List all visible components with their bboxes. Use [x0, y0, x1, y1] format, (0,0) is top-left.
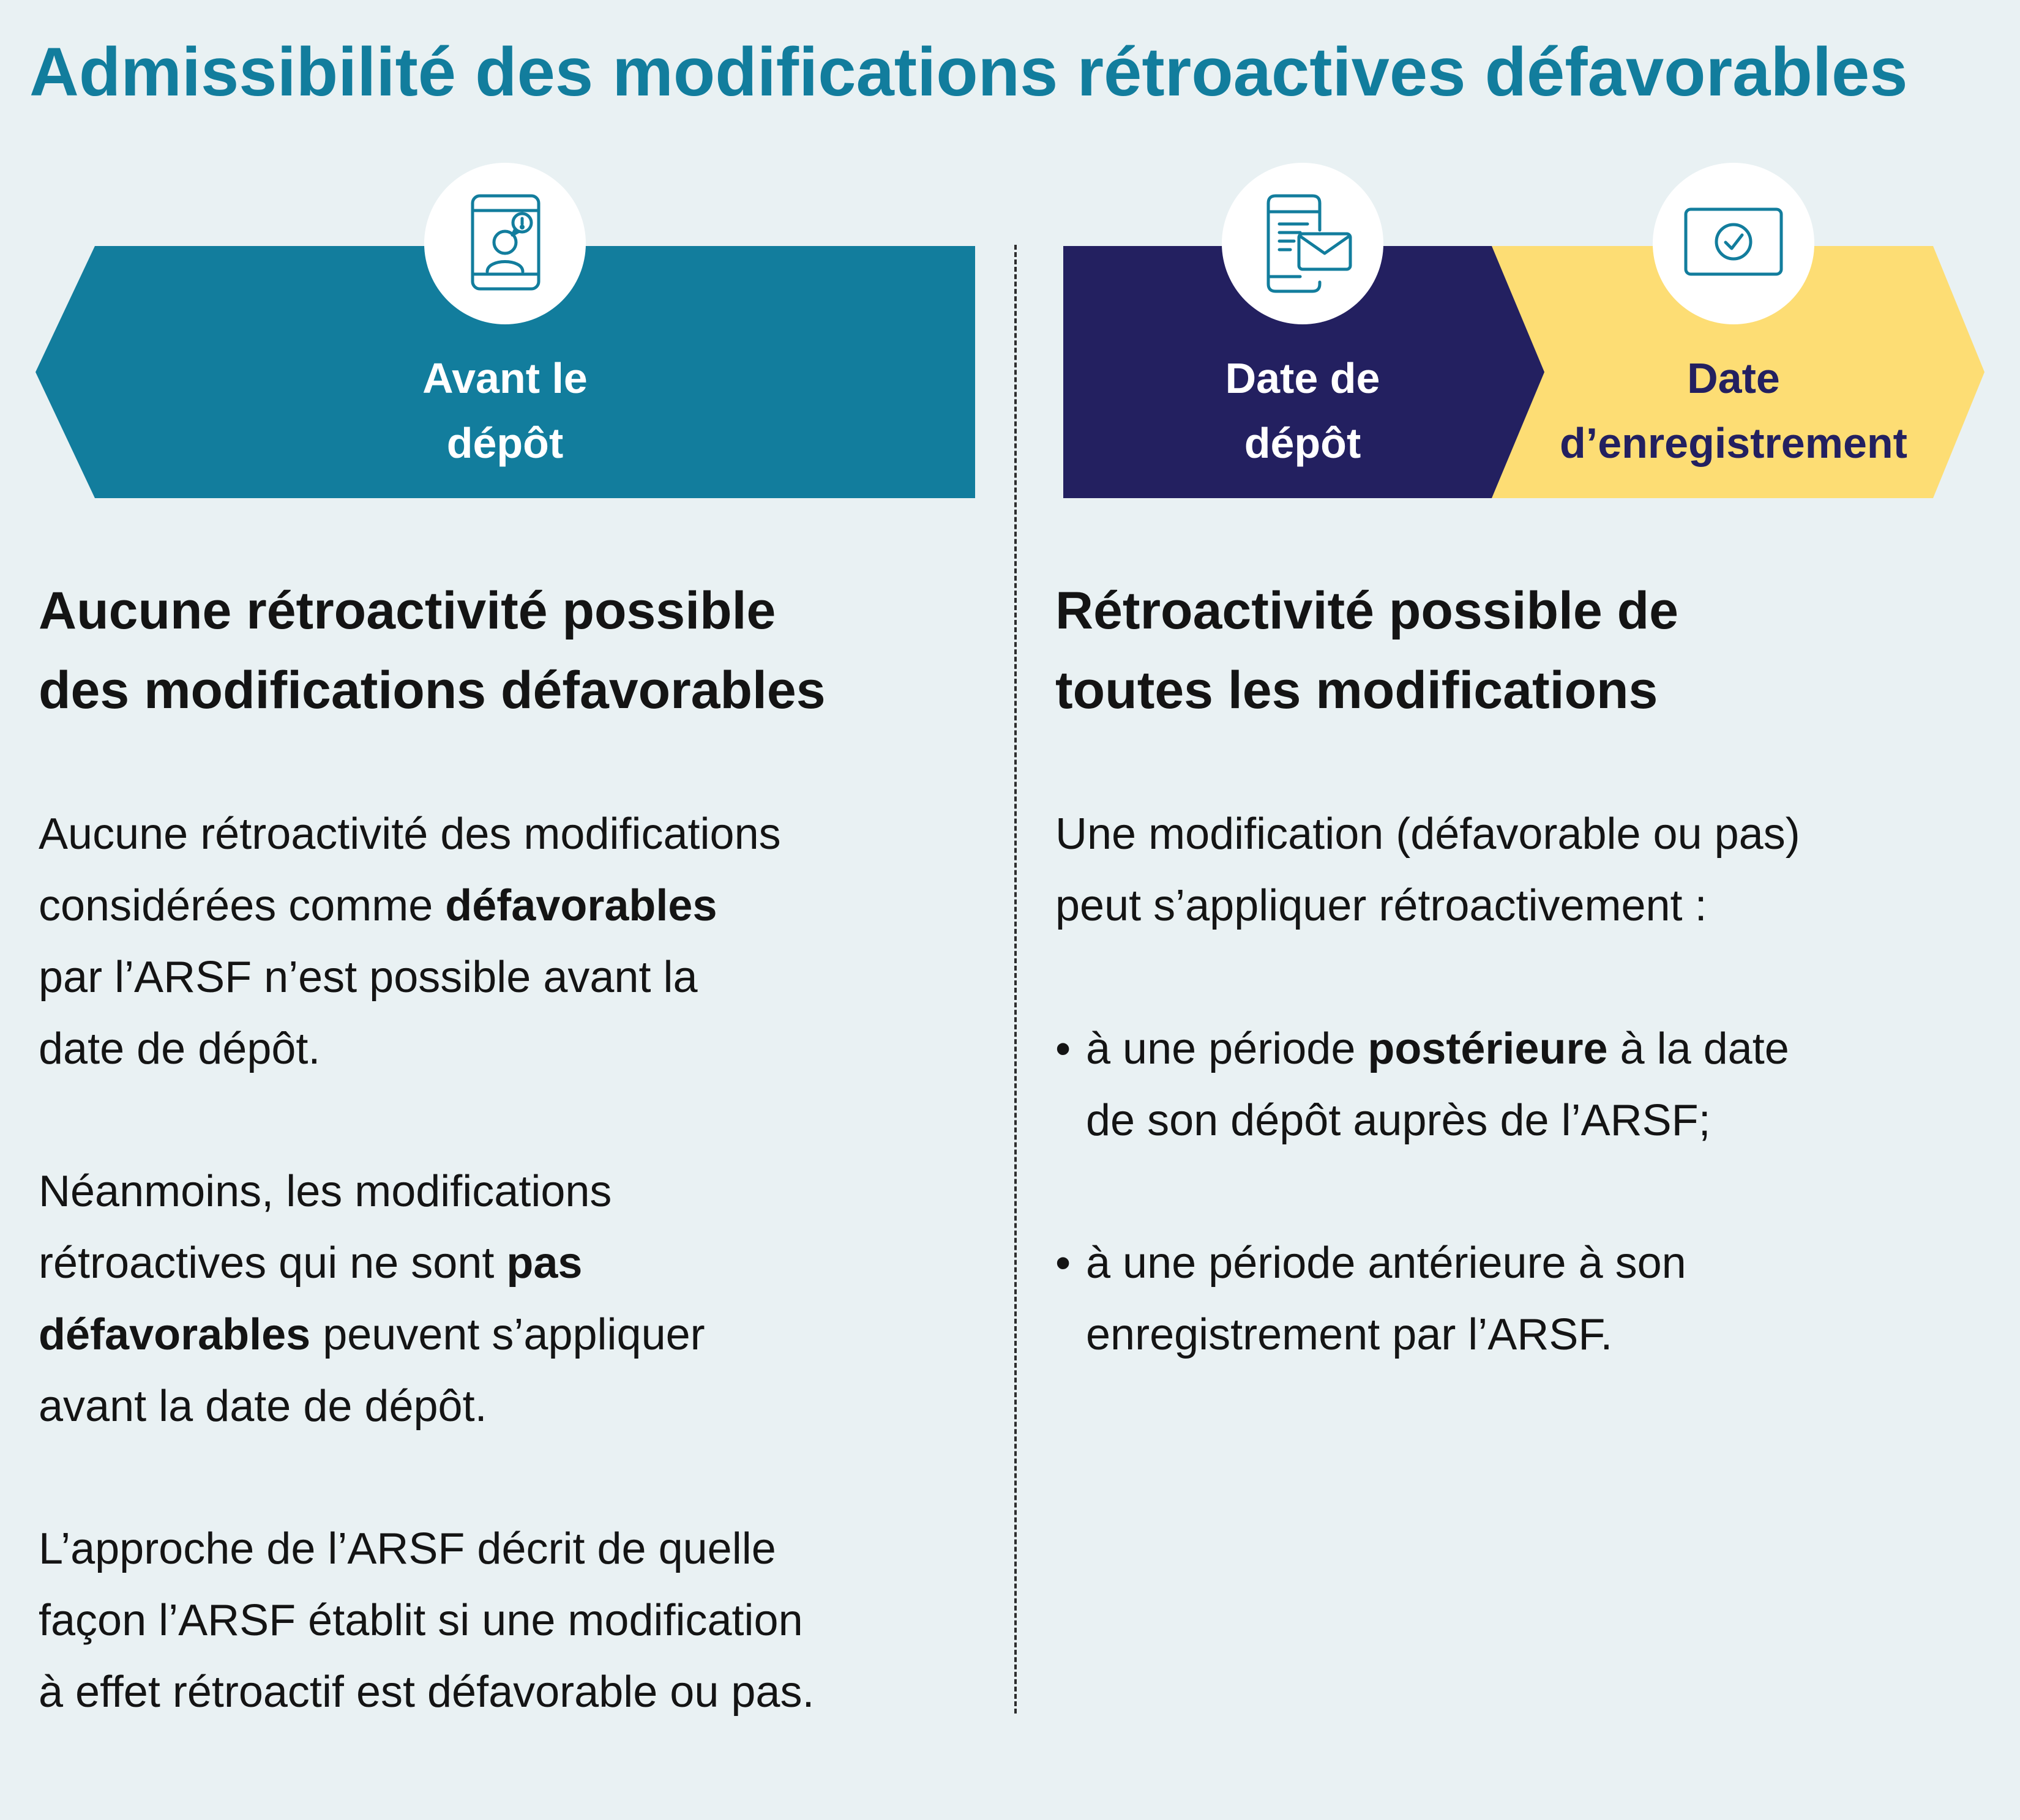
right-heading: Rétroactivité possible de toutes les modifications [1055, 581, 1678, 720]
mobile-chat-person-icon [424, 163, 586, 324]
page-title: Admissibilité des modifications rétroactives défavorables [29, 34, 1908, 110]
bullet-dot: • [1055, 1024, 1071, 1073]
left-paragraph-2: Néanmoins, les modifications rétroactives qui ne sont pas défavorables peuvent s’appliquer avant la date de dépôt. [39, 1167, 705, 1431]
left-paragraph-1: Aucune rétroactivité des modifications considérées comme défavorables par l’ARSF n’est possible avant la date de dépôt. [39, 810, 781, 1073]
document-mail-icon [1222, 163, 1383, 324]
check-card-icon [1653, 163, 1814, 324]
filing-date-label: Date de dépôt [1225, 354, 1380, 467]
right-intro: Une modification (défavorable ou pas) peut s’appliquer rétroactivement : [1055, 810, 1800, 930]
before-filing-label: Avant le dépôt [422, 354, 588, 467]
registration-date-label: Date d’enregistrement [1560, 354, 1907, 467]
column-divider [1014, 245, 1017, 1714]
left-heading: Aucune rétroactivité possible des modifications défavorables [39, 581, 826, 720]
left-paragraph-3: L’approche de l’ARSF décrit de quelle façon l’ARSF établit si une modification à effet rétroactif est défavorable ou pas. [39, 1524, 815, 1717]
bullet-dot: • [1055, 1239, 1071, 1288]
